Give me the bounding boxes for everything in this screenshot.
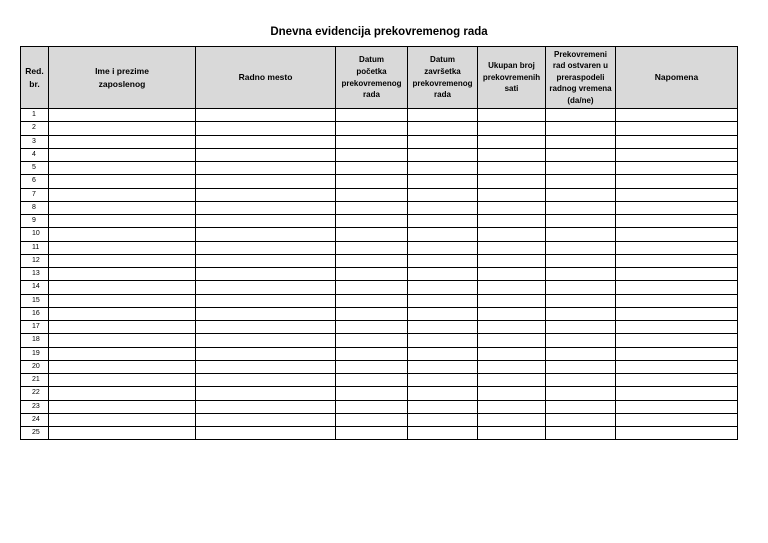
cell-radno-mesto[interactable] xyxy=(196,413,336,426)
cell-datum-zavrsetka[interactable] xyxy=(408,294,478,307)
cell-ukupan-broj-sati[interactable] xyxy=(478,307,546,320)
cell-datum-pocetka[interactable] xyxy=(336,228,408,241)
cell-datum-zavrsetka[interactable] xyxy=(408,148,478,161)
row-number: 10 xyxy=(21,228,49,241)
row-number: 14 xyxy=(21,281,49,294)
cell-datum-pocetka[interactable] xyxy=(336,413,408,426)
cell-ime-prezime[interactable] xyxy=(49,360,196,373)
cell-ukupan-broj-sati[interactable] xyxy=(478,294,546,307)
header-ime-prezime xyxy=(49,47,196,109)
cell-radno-mesto[interactable] xyxy=(196,241,336,254)
cell-preraspodela[interactable] xyxy=(546,122,616,135)
header-datum-zavrsetka xyxy=(408,47,478,109)
cell-preraspodela[interactable] xyxy=(546,109,616,122)
cell-datum-zavrsetka[interactable] xyxy=(408,228,478,241)
cell-ime-prezime[interactable] xyxy=(49,188,196,201)
table-row xyxy=(21,148,738,161)
header-radno-mesto xyxy=(196,47,336,109)
table-row xyxy=(21,307,738,320)
table-row xyxy=(21,294,738,307)
cell-ukupan-broj-sati[interactable] xyxy=(478,281,546,294)
cell-datum-pocetka[interactable] xyxy=(336,162,408,175)
header-label: Ukupan broj prekovremenih sati xyxy=(482,61,541,94)
row-number: 12 xyxy=(21,254,49,267)
cell-datum-zavrsetka[interactable] xyxy=(408,241,478,254)
cell-preraspodela[interactable] xyxy=(546,427,616,440)
cell-radno-mesto[interactable] xyxy=(196,188,336,201)
cell-napomena[interactable] xyxy=(616,148,738,161)
cell-datum-pocetka[interactable] xyxy=(336,109,408,122)
header-label: Datum početka prekovremenog rada xyxy=(341,55,402,100)
row-number: 23 xyxy=(21,400,49,413)
cell-preraspodela[interactable] xyxy=(546,254,616,267)
cell-napomena[interactable] xyxy=(616,241,738,254)
cell-napomena[interactable] xyxy=(616,427,738,440)
row-number: 4 xyxy=(21,148,49,161)
cell-radno-mesto[interactable] xyxy=(196,334,336,347)
cell-radno-mesto[interactable] xyxy=(196,268,336,281)
cell-ime-prezime[interactable] xyxy=(49,122,196,135)
header-label: Ime i prezime zaposlenog xyxy=(95,66,149,89)
header-preraspodela xyxy=(546,47,616,109)
cell-ukupan-broj-sati[interactable] xyxy=(478,334,546,347)
header-row xyxy=(21,47,738,109)
cell-datum-pocetka[interactable] xyxy=(336,374,408,387)
cell-datum-pocetka[interactable] xyxy=(336,148,408,161)
cell-preraspodela[interactable] xyxy=(546,148,616,161)
row-number: 24 xyxy=(21,413,49,426)
cell-napomena[interactable] xyxy=(616,360,738,373)
cell-datum-zavrsetka[interactable] xyxy=(408,215,478,228)
cell-datum-zavrsetka[interactable] xyxy=(408,413,478,426)
cell-ukupan-broj-sati[interactable] xyxy=(478,122,546,135)
row-number: 9 xyxy=(21,215,49,228)
cell-radno-mesto[interactable] xyxy=(196,400,336,413)
cell-datum-pocetka[interactable] xyxy=(336,175,408,188)
header-label: Radno mesto xyxy=(238,72,293,83)
cell-ukupan-broj-sati[interactable] xyxy=(478,413,546,426)
header-label: Red. br. xyxy=(25,66,44,89)
cell-datum-zavrsetka[interactable] xyxy=(408,334,478,347)
cell-preraspodela[interactable] xyxy=(546,175,616,188)
cell-ukupan-broj-sati[interactable] xyxy=(478,347,546,360)
cell-napomena[interactable] xyxy=(616,321,738,334)
row-number: 7 xyxy=(21,188,49,201)
cell-datum-pocetka[interactable] xyxy=(336,360,408,373)
cell-radno-mesto[interactable] xyxy=(196,347,336,360)
cell-datum-pocetka[interactable] xyxy=(336,122,408,135)
cell-preraspodela[interactable] xyxy=(546,162,616,175)
cell-ime-prezime[interactable] xyxy=(49,281,196,294)
cell-ime-prezime[interactable] xyxy=(49,148,196,161)
row-number: 18 xyxy=(21,334,49,347)
cell-datum-zavrsetka[interactable] xyxy=(408,387,478,400)
cell-preraspodela[interactable] xyxy=(546,188,616,201)
row-number: 21 xyxy=(21,374,49,387)
cell-datum-zavrsetka[interactable] xyxy=(408,122,478,135)
cell-ime-prezime[interactable] xyxy=(49,387,196,400)
table-row xyxy=(21,387,738,400)
cell-ime-prezime[interactable] xyxy=(49,294,196,307)
cell-preraspodela[interactable] xyxy=(546,201,616,214)
cell-napomena[interactable] xyxy=(616,122,738,135)
cell-datum-pocetka[interactable] xyxy=(336,215,408,228)
cell-napomena[interactable] xyxy=(616,374,738,387)
cell-ime-prezime[interactable] xyxy=(49,162,196,175)
header-ukupan-broj-sati xyxy=(478,47,546,109)
cell-radno-mesto[interactable] xyxy=(196,201,336,214)
cell-datum-pocetka[interactable] xyxy=(336,307,408,320)
cell-ukupan-broj-sati[interactable] xyxy=(478,241,546,254)
cell-datum-zavrsetka[interactable] xyxy=(408,400,478,413)
cell-radno-mesto[interactable] xyxy=(196,281,336,294)
table-row xyxy=(21,228,738,241)
cell-datum-pocetka[interactable] xyxy=(336,268,408,281)
cell-datum-zavrsetka[interactable] xyxy=(408,374,478,387)
cell-datum-zavrsetka[interactable] xyxy=(408,162,478,175)
cell-datum-zavrsetka[interactable] xyxy=(408,188,478,201)
cell-ukupan-broj-sati[interactable] xyxy=(478,135,546,148)
cell-preraspodela[interactable] xyxy=(546,307,616,320)
cell-datum-pocetka[interactable] xyxy=(336,347,408,360)
cell-datum-pocetka[interactable] xyxy=(336,387,408,400)
cell-datum-zavrsetka[interactable] xyxy=(408,268,478,281)
document-title: Dnevna evidencija prekovremenog rada xyxy=(270,26,488,38)
row-number: 17 xyxy=(21,321,49,334)
table-row xyxy=(21,413,738,426)
table-row xyxy=(21,254,738,267)
cell-napomena[interactable] xyxy=(616,334,738,347)
row-number: 2 xyxy=(21,122,49,135)
cell-napomena[interactable] xyxy=(616,201,738,214)
cell-preraspodela[interactable] xyxy=(546,228,616,241)
cell-ime-prezime[interactable] xyxy=(49,135,196,148)
table-row xyxy=(21,321,738,334)
cell-radno-mesto[interactable] xyxy=(196,321,336,334)
row-number: 6 xyxy=(21,175,49,188)
table-row xyxy=(21,281,738,294)
cell-ime-prezime[interactable] xyxy=(49,400,196,413)
cell-datum-zavrsetka[interactable] xyxy=(408,135,478,148)
cell-ime-prezime[interactable] xyxy=(49,228,196,241)
row-number: 19 xyxy=(21,347,49,360)
row-number: 1 xyxy=(21,109,49,122)
cell-preraspodela[interactable] xyxy=(546,215,616,228)
row-number: 22 xyxy=(21,387,49,400)
cell-datum-zavrsetka[interactable] xyxy=(408,201,478,214)
cell-ukupan-broj-sati[interactable] xyxy=(478,175,546,188)
cell-datum-pocetka[interactable] xyxy=(336,201,408,214)
header-datum-pocetka xyxy=(336,47,408,109)
cell-preraspodela[interactable] xyxy=(546,400,616,413)
cell-radno-mesto[interactable] xyxy=(196,374,336,387)
cell-ime-prezime[interactable] xyxy=(49,307,196,320)
row-number: 11 xyxy=(21,241,49,254)
cell-ime-prezime[interactable] xyxy=(49,321,196,334)
cell-ukupan-broj-sati[interactable] xyxy=(478,374,546,387)
cell-radno-mesto[interactable] xyxy=(196,135,336,148)
cell-datum-pocetka[interactable] xyxy=(336,281,408,294)
table-row xyxy=(21,374,738,387)
cell-datum-pocetka[interactable] xyxy=(336,254,408,267)
cell-ukupan-broj-sati[interactable] xyxy=(478,360,546,373)
cell-ukupan-broj-sati[interactable] xyxy=(478,268,546,281)
cell-napomena[interactable] xyxy=(616,162,738,175)
cell-preraspodela[interactable] xyxy=(546,360,616,373)
cell-ime-prezime[interactable] xyxy=(49,254,196,267)
cell-radno-mesto[interactable] xyxy=(196,294,336,307)
cell-datum-zavrsetka[interactable] xyxy=(408,109,478,122)
cell-datum-pocetka[interactable] xyxy=(336,135,408,148)
cell-radno-mesto[interactable] xyxy=(196,254,336,267)
cell-napomena[interactable] xyxy=(616,109,738,122)
cell-datum-pocetka[interactable] xyxy=(336,427,408,440)
overtime-log-table xyxy=(20,46,738,440)
cell-ukupan-broj-sati[interactable] xyxy=(478,148,546,161)
cell-preraspodela[interactable] xyxy=(546,241,616,254)
cell-napomena[interactable] xyxy=(616,400,738,413)
table-row xyxy=(21,175,738,188)
cell-datum-zavrsetka[interactable] xyxy=(408,427,478,440)
cell-ime-prezime[interactable] xyxy=(49,374,196,387)
cell-ime-prezime[interactable] xyxy=(49,201,196,214)
cell-napomena[interactable] xyxy=(616,413,738,426)
cell-ukupan-broj-sati[interactable] xyxy=(478,109,546,122)
cell-napomena[interactable] xyxy=(616,135,738,148)
cell-radno-mesto[interactable] xyxy=(196,228,336,241)
cell-ime-prezime[interactable] xyxy=(49,175,196,188)
header-napomena xyxy=(616,47,738,109)
table-row xyxy=(21,135,738,148)
row-number: 15 xyxy=(21,294,49,307)
cell-ukupan-broj-sati[interactable] xyxy=(478,201,546,214)
row-number: 3 xyxy=(21,135,49,148)
cell-ukupan-broj-sati[interactable] xyxy=(478,427,546,440)
cell-datum-zavrsetka[interactable] xyxy=(408,360,478,373)
cell-napomena[interactable] xyxy=(616,188,738,201)
cell-napomena[interactable] xyxy=(616,215,738,228)
row-number: 25 xyxy=(21,427,49,440)
cell-ukupan-broj-sati[interactable] xyxy=(478,228,546,241)
table-row xyxy=(21,268,738,281)
cell-datum-zavrsetka[interactable] xyxy=(408,321,478,334)
cell-napomena[interactable] xyxy=(616,387,738,400)
header-label: Prekovremeni rad ostvaren u preraspodeli radnog vremena (da/ne) xyxy=(549,49,612,105)
cell-preraspodela[interactable] xyxy=(546,294,616,307)
cell-datum-pocetka[interactable] xyxy=(336,321,408,334)
table-row xyxy=(21,334,738,347)
table-row xyxy=(21,162,738,175)
cell-preraspodela[interactable] xyxy=(546,413,616,426)
cell-radno-mesto[interactable] xyxy=(196,162,336,175)
cell-napomena[interactable] xyxy=(616,254,738,267)
row-number: 8 xyxy=(21,201,49,214)
cell-preraspodela[interactable] xyxy=(546,387,616,400)
cell-napomena[interactable] xyxy=(616,175,738,188)
cell-ukupan-broj-sati[interactable] xyxy=(478,321,546,334)
cell-preraspodela[interactable] xyxy=(546,321,616,334)
header-label: Datum završetka prekovremenog rada xyxy=(412,55,473,100)
cell-radno-mesto[interactable] xyxy=(196,387,336,400)
cell-datum-pocetka[interactable] xyxy=(336,241,408,254)
cell-datum-zavrsetka[interactable] xyxy=(408,254,478,267)
row-number: 16 xyxy=(21,307,49,320)
cell-preraspodela[interactable] xyxy=(546,334,616,347)
cell-datum-pocetka[interactable] xyxy=(336,400,408,413)
cell-datum-pocetka[interactable] xyxy=(336,294,408,307)
cell-preraspodela[interactable] xyxy=(546,374,616,387)
cell-napomena[interactable] xyxy=(616,294,738,307)
cell-ukupan-broj-sati[interactable] xyxy=(478,254,546,267)
table-row xyxy=(21,201,738,214)
cell-napomena[interactable] xyxy=(616,307,738,320)
table-row xyxy=(21,360,738,373)
cell-datum-zavrsetka[interactable] xyxy=(408,281,478,294)
cell-radno-mesto[interactable] xyxy=(196,175,336,188)
cell-preraspodela[interactable] xyxy=(546,268,616,281)
cell-radno-mesto[interactable] xyxy=(196,307,336,320)
cell-radno-mesto[interactable] xyxy=(196,148,336,161)
cell-preraspodela[interactable] xyxy=(546,135,616,148)
cell-napomena[interactable] xyxy=(616,347,738,360)
cell-datum-zavrsetka[interactable] xyxy=(408,175,478,188)
cell-napomena[interactable] xyxy=(616,268,738,281)
cell-datum-zavrsetka[interactable] xyxy=(408,347,478,360)
cell-ime-prezime[interactable] xyxy=(49,215,196,228)
cell-ime-prezime[interactable] xyxy=(49,334,196,347)
header-red-br xyxy=(21,47,49,109)
cell-napomena[interactable] xyxy=(616,281,738,294)
cell-ukupan-broj-sati[interactable] xyxy=(478,215,546,228)
table-row xyxy=(21,188,738,201)
cell-radno-mesto[interactable] xyxy=(196,360,336,373)
row-number: 13 xyxy=(21,268,49,281)
cell-radno-mesto[interactable] xyxy=(196,122,336,135)
cell-ime-prezime[interactable] xyxy=(49,241,196,254)
cell-napomena[interactable] xyxy=(616,228,738,241)
cell-ime-prezime[interactable] xyxy=(49,109,196,122)
cell-ime-prezime[interactable] xyxy=(49,347,196,360)
cell-ukupan-broj-sati[interactable] xyxy=(478,387,546,400)
cell-preraspodela[interactable] xyxy=(546,281,616,294)
cell-ukupan-broj-sati[interactable] xyxy=(478,400,546,413)
table-row xyxy=(21,241,738,254)
cell-radno-mesto[interactable] xyxy=(196,215,336,228)
table-row xyxy=(21,347,738,360)
cell-radno-mesto[interactable] xyxy=(196,109,336,122)
cell-datum-pocetka[interactable] xyxy=(336,334,408,347)
table-row xyxy=(21,215,738,228)
row-number: 5 xyxy=(21,162,49,175)
table-row xyxy=(21,109,738,122)
table-row xyxy=(21,427,738,440)
cell-ukupan-broj-sati[interactable] xyxy=(478,188,546,201)
cell-ime-prezime[interactable] xyxy=(49,413,196,426)
cell-ime-prezime[interactable] xyxy=(49,268,196,281)
table-body xyxy=(21,109,738,440)
cell-ime-prezime[interactable] xyxy=(49,427,196,440)
cell-datum-zavrsetka[interactable] xyxy=(408,307,478,320)
header-label: Napomena xyxy=(654,72,699,83)
table-row xyxy=(21,400,738,413)
cell-radno-mesto[interactable] xyxy=(196,427,336,440)
row-number: 20 xyxy=(21,360,49,373)
cell-preraspodela[interactable] xyxy=(546,347,616,360)
cell-datum-pocetka[interactable] xyxy=(336,188,408,201)
table-row xyxy=(21,122,738,135)
cell-ukupan-broj-sati[interactable] xyxy=(478,162,546,175)
